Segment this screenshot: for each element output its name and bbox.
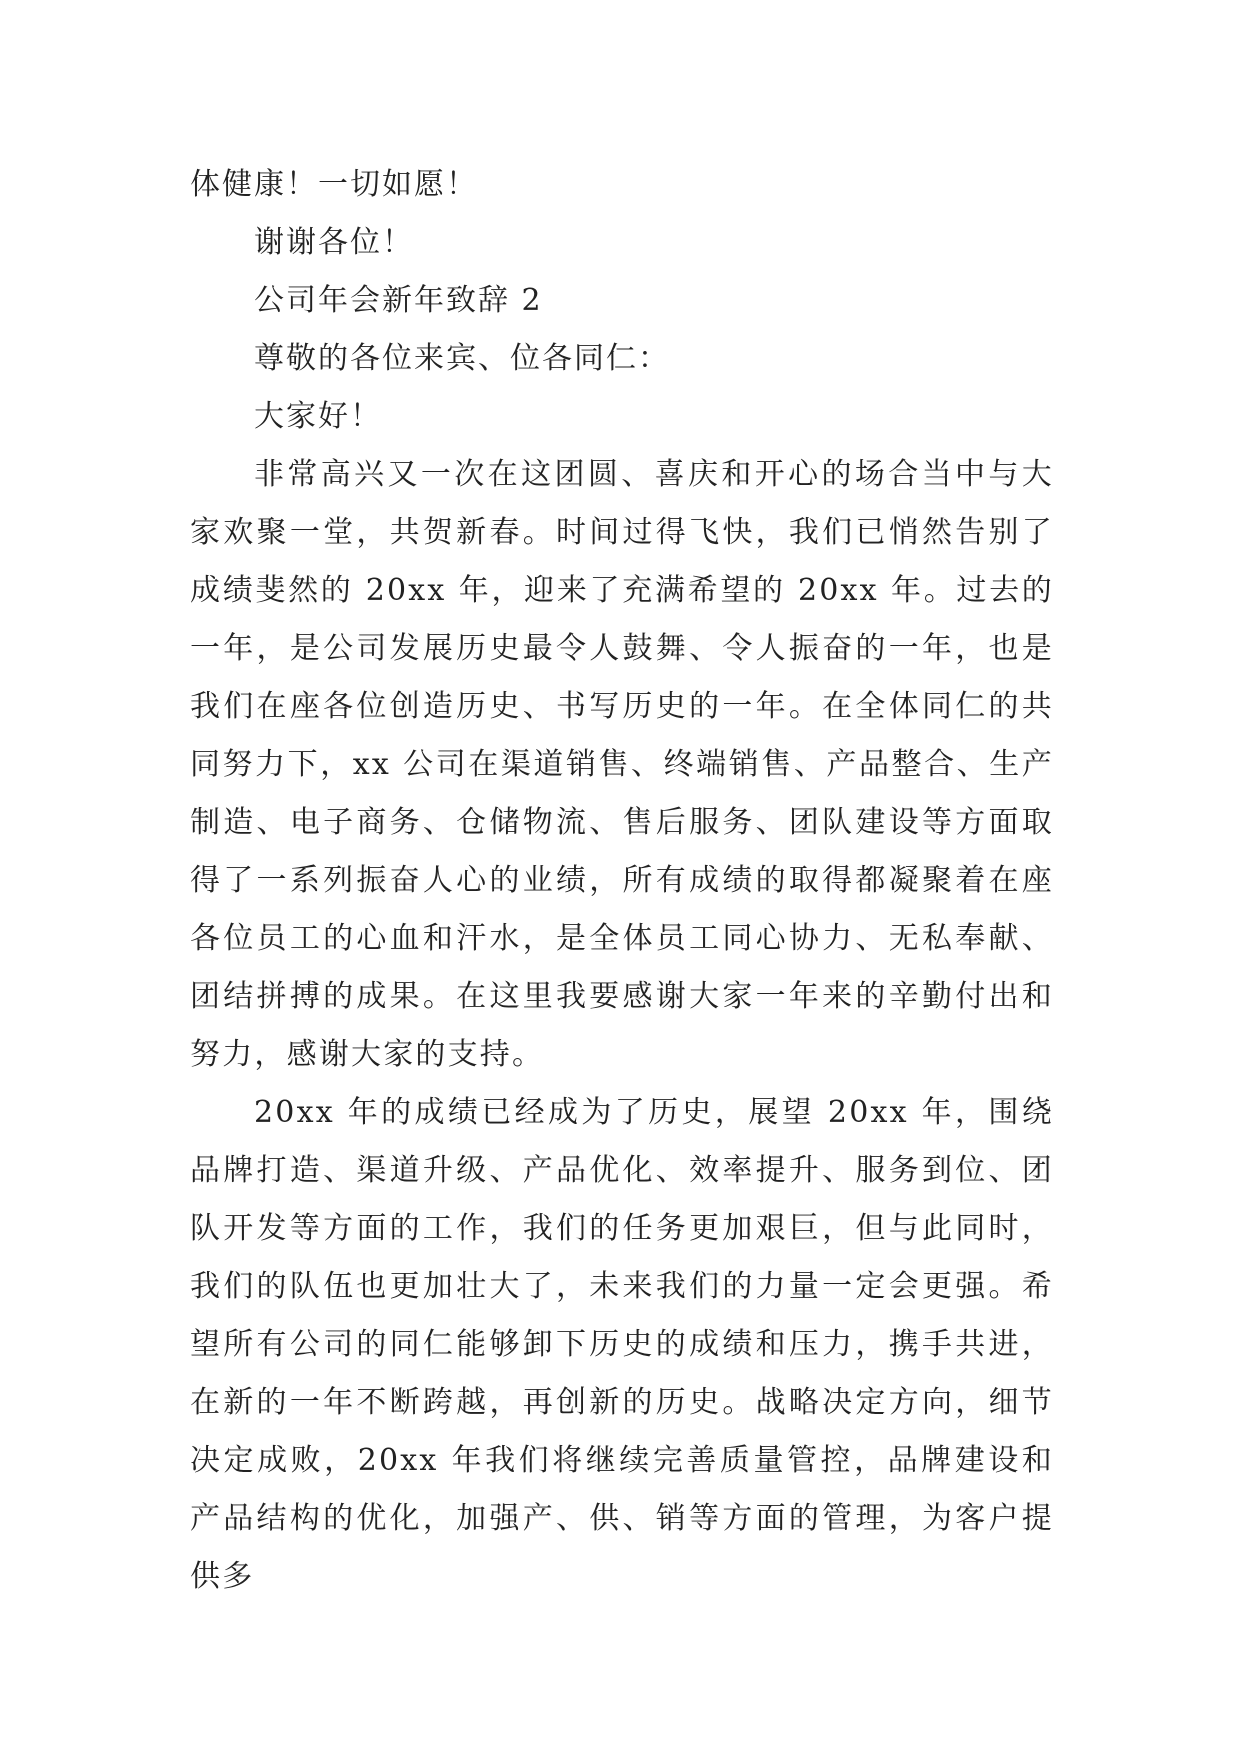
body-paragraph: 20xx 年的成绩已经成为了历史，展望 20xx 年，围绕品牌打造、渠道升级、产品优化、效率提升、服务到位、团队开发等方面的工作，我们的任务更加艰巨，但与此同时，我们的队伍也更加壮大了，未来我们的力量一定会更强。希望所有公司的同仁能够卸下历史的成绩和压力，携手共进，在新的一年不断跨越，再创新的历史。战略决定方向，细节决定成败，20xx 年我们将继续完善质量管控，品牌建设和产品结构的优化，加强产、供、销等方面的管理，为客户提供多	[190, 1095, 1054, 1594]
thanks-line: 谢谢各位！	[254, 225, 414, 260]
closing-line: 体健康！一切如愿！	[190, 167, 478, 202]
body-paragraph: 非常高兴又一次在这团圆、喜庆和开心的场合当中与大家欢聚一堂，共贺新春。时间过得飞快，我们已悄然告别了成绩斐然的 20xx 年，迎来了充满希望的 20xx 年。过去的一年，是公司发展历史最令人鼓舞、令人振奋的一年，也是我们在座各位创造历史、书写历史的一年。在全体同仁的共同努力下，xx 公司在渠道销售、终端销售、产品整合、生产制造、电子商务、仓储物流、售后服务、团队建设等方面取得了一系列振奋人心的业绩，所有成绩的取得都凝聚着在座各位员工的心血和汗水，是全体员工同心协力、无私奉献、团结拼搏的成果。在这里我要感谢大家一年来的辛勤付出和努力，感谢大家的支持。	[190, 457, 1054, 1072]
document-body	[190, 156, 1054, 1606]
section-title: 公司年会新年致辞 2	[254, 283, 543, 318]
greeting-line: 大家好！	[254, 399, 382, 434]
salutation-line: 尊敬的各位来宾、位各同仁：	[254, 341, 670, 376]
